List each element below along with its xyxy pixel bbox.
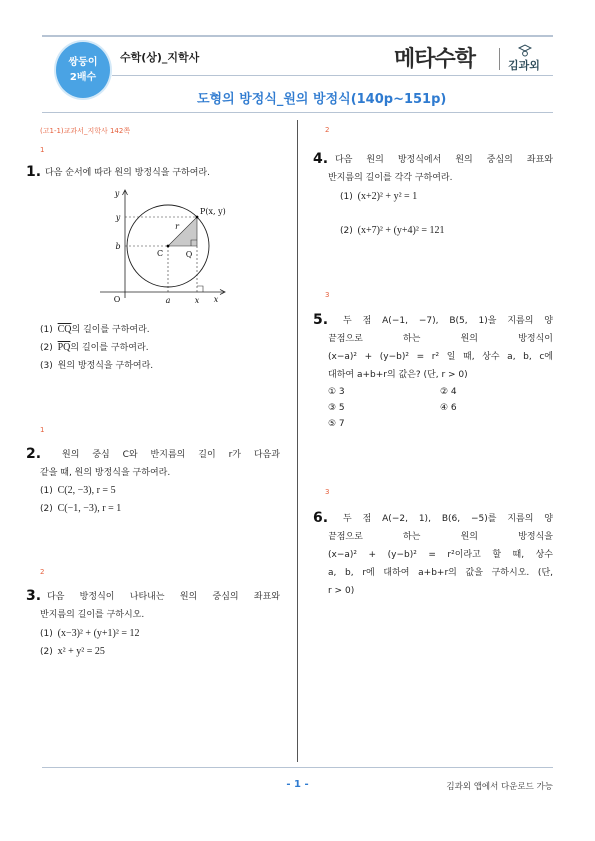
problem-4: [313, 151, 553, 187]
tick-label-a: a: [165, 296, 171, 305]
problem-text-line: r > 0): [328, 586, 355, 596]
subquestion: [40, 643, 140, 661]
badge-line-2: 2배수: [69, 72, 97, 83]
tick-label-b: b: [115, 242, 121, 251]
problem-3: [26, 588, 280, 624]
subquestion: [40, 482, 121, 500]
download-note: 김과외 앱에서 다운로드 가능: [446, 782, 553, 792]
problem-2: [26, 446, 280, 482]
brand-name: 김과외: [508, 59, 540, 72]
footer-rule: [42, 767, 553, 768]
subquestion: [40, 500, 121, 518]
top-rule: [42, 35, 553, 37]
difficulty-level: 1: [40, 426, 45, 434]
problem-text-line: 반지름의 길이를 각각 구하여라.: [328, 173, 453, 183]
subquestion-label: (2): [40, 504, 53, 514]
subquestion-text: 의 길이를 구하여라.: [71, 325, 150, 335]
subquestion-math: C(−1, −3), r = 1: [57, 503, 122, 514]
point-c-label: C: [156, 249, 164, 258]
subquestion: [340, 188, 417, 206]
subquestion-label: (1): [340, 192, 353, 202]
tick-label-y: y: [115, 213, 121, 222]
subquestion-math: x² + y² = 25: [57, 646, 105, 657]
problem-number: 2.: [26, 446, 42, 462]
problem-text-line: 같을 때, 원의 방정식을 구하여라.: [40, 468, 171, 478]
problem-text-line: 다음 방정식이 나타내는 원의 중심의 좌표와: [47, 592, 280, 602]
subject-label: 수학(상)_지학사: [120, 51, 200, 64]
problem-text-line: (x−a)² + (y−b)² = r²이라고 할 때, 상수: [328, 550, 553, 560]
page-title: 도형의 방정식_원의 방정식(140p~151p): [197, 92, 447, 107]
problem-text-line: 끝점으로 하는 원의 방정식이: [328, 334, 553, 344]
origin-label: O: [113, 295, 121, 304]
subquestion: [40, 625, 140, 643]
difficulty-level: 2: [325, 126, 330, 134]
tick-label-x: x: [194, 296, 200, 305]
choice-5[interactable]: ⑤ 7: [328, 419, 345, 429]
problem-6: [313, 510, 553, 600]
problem-number: 5.: [313, 312, 329, 328]
circle-coordinate-figure: [88, 186, 233, 308]
segment-cq: $\overline{CQ}$: [57, 324, 72, 335]
difficulty-level: 3: [325, 291, 330, 299]
subquestion-label: (1): [40, 629, 53, 639]
twin-badge: [56, 42, 110, 98]
problem-text-line: 다음 순서에 따라 원의 방정식을 구하여라.: [45, 168, 210, 178]
page-number: - 1 -: [286, 779, 309, 790]
subquestion-text: 원의 방정식을 구하여라.: [57, 361, 154, 371]
difficulty-level: 1: [40, 146, 45, 154]
answer-choices: [328, 384, 553, 432]
problem-1-subquestions: [40, 321, 153, 375]
problem-text-line: 두 점 A(−2, 1), B(6, −5)를 지름의 양: [343, 514, 553, 524]
logo-divider: [499, 48, 500, 70]
axis-label-x: x: [213, 295, 219, 304]
subquestion-math: (x+7)² + (y+4)² = 121: [357, 225, 445, 236]
problem-4-subquestion-2: [340, 222, 445, 240]
problem-text-line: 대하여 a+b+r의 값은? (단, r > 0): [328, 370, 468, 380]
triangle-cpq: [168, 217, 197, 246]
choice-3[interactable]: ③ 5: [328, 403, 345, 413]
publisher-logo: 메타수학: [394, 47, 476, 72]
subquestion: [340, 222, 445, 240]
problem-number: 4.: [313, 151, 329, 167]
problem-5: [313, 312, 553, 384]
problem-text-line: (x−a)² + (y−b)² = r² 일 때, 상수 a, b, c에: [328, 352, 553, 362]
choice-4[interactable]: ④ 6: [440, 403, 457, 413]
subquestion-label: (3): [40, 361, 53, 371]
problem-text-line: 반지름의 길이를 구하시오.: [40, 610, 145, 620]
point-c-dot: [167, 245, 170, 248]
subquestion-label: (2): [40, 343, 53, 353]
subquestion: [40, 339, 153, 357]
problem-text-line: 다음 원의 방정식에서 원의 중심의 좌표와: [335, 155, 553, 165]
graduation-cap-icon: [518, 44, 532, 57]
subquestion: [40, 357, 153, 375]
header-rule: [112, 75, 553, 76]
column-divider: [297, 120, 298, 762]
difficulty-level: 3: [325, 488, 330, 496]
problem-1: [26, 164, 280, 182]
point-q-label: Q: [185, 250, 193, 259]
cap-shape: [519, 45, 531, 51]
subquestion-label: (2): [340, 226, 353, 236]
problem-4-subquestion-1: [340, 188, 417, 206]
point-p-label: P(x, y): [200, 207, 226, 216]
problem-2-subquestions: [40, 482, 121, 518]
source-reference: (고1-1)교과서_지학사 142쪽: [40, 127, 131, 135]
problem-text-line: 두 점 A(−1, −7), B(5, 1)을 지름의 양: [343, 316, 553, 326]
subquestion-math: (x+2)² + y² = 1: [357, 191, 418, 202]
problem-3-subquestions: [40, 625, 140, 661]
problem-number: 3.: [26, 588, 42, 604]
problem-number: 1.: [26, 164, 42, 180]
difficulty-level: 2: [40, 568, 45, 576]
problem-text-line: a, b, r에 대하여 a+b+r의 값을 구하시오. (단,: [328, 568, 553, 578]
badge-line-1: 쌍둥이: [68, 57, 98, 68]
subquestion-label: (2): [40, 647, 53, 657]
right-angle-marker-axis: [197, 286, 203, 292]
choice-2[interactable]: ② 4: [440, 387, 457, 397]
problem-number: 6.: [313, 510, 329, 526]
subquestion-label: (1): [40, 486, 53, 496]
head-shape: [523, 51, 528, 56]
axis-label-y: y: [114, 189, 120, 198]
problem-text-line: 끝점으로 하는 원의 방정식을: [328, 532, 553, 542]
choice-1[interactable]: ① 3: [328, 387, 345, 397]
radius-label: r: [175, 222, 179, 231]
title-rule: [42, 112, 553, 113]
subquestion: [40, 321, 153, 339]
segment-pq: $\overline{PQ}$: [57, 342, 71, 353]
subquestion-text: 의 길이를 구하여라.: [70, 343, 149, 353]
subquestion-math: (x−3)² + (y+1)² = 12: [57, 628, 140, 639]
subquestion-label: (1): [40, 325, 53, 335]
problem-text-line: 원의 중심 C와 반지름의 길이 r가 다음과: [62, 450, 280, 460]
subquestion-math: C(2, −3), r = 5: [57, 485, 116, 496]
point-p-dot: [196, 216, 199, 219]
